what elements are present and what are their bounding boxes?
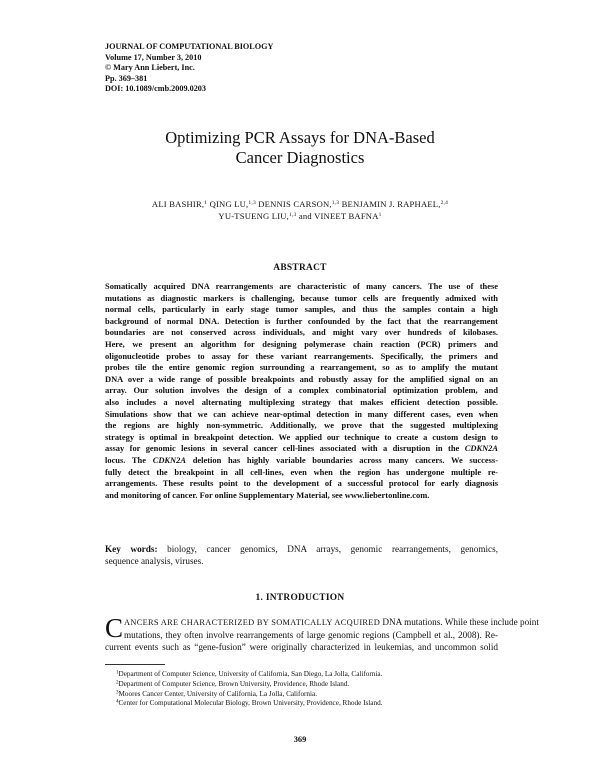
- footnote-divider: [105, 664, 165, 665]
- footnote: [116, 680, 382, 690]
- keywords: [105, 543, 498, 567]
- abstract-line: boundaries are not conserved across individuals, and might vary over hundreds of kilobases.: [105, 327, 498, 338]
- abstract-line: [105, 443, 498, 455]
- introduction-body: [105, 613, 539, 654]
- author-name: BENJAMIN J. RAPHAEL,: [341, 199, 441, 209]
- introduction-line: [105, 616, 539, 629]
- abstract-text: assay for genomic lesions in several cancer cell-lines associated with a disruption in the: [105, 443, 460, 454]
- journal-header: [105, 42, 273, 95]
- abstract-line: background of normal DNA. Detection is further confounded by the fact that the rearrangement: [105, 315, 498, 326]
- author-affiliation: 1,3: [289, 212, 297, 218]
- keywords-text: biology, cancer genomics, DNA arrays, genomic rearrangements, genomics,: [167, 544, 499, 554]
- journal-volume: Volume 17, Number 3, 2010: [105, 52, 202, 62]
- abstract-line: normal cells, particularly in early stage tumor samples, and thus the samples contain a high: [105, 304, 498, 315]
- abstract-heading: ABSTRACT: [273, 263, 327, 273]
- abstract-line: arrangements. These results point to the development of a successful protocol for early diagnosis: [105, 478, 498, 489]
- abstract-line: Simulations show that we can achieve near-optimal detection in many different cases, even when: [105, 408, 498, 419]
- drop-cap: C: [105, 613, 124, 643]
- introduction-text: DNA mutations. While these include point: [382, 617, 539, 627]
- footnote: [116, 670, 382, 680]
- footnote-number: 4: [116, 699, 119, 705]
- keywords-line: [105, 543, 498, 555]
- author-name: YU-TSUENG LIU,: [218, 211, 290, 221]
- footnote-number: 2: [116, 680, 119, 686]
- abstract-line: Somatically acquired DNA rearrangements are characteristic of many cancers. The use of these: [105, 281, 498, 291]
- footnote-text: Center for Computational Molecular Biology, Brown University, Providence, Rhode Island.: [118, 699, 383, 708]
- author-list: [60, 198, 540, 222]
- abstract-line: mutations as diagnostic markers is challenging, because tumor cells are frequently admixed with: [105, 292, 498, 303]
- author-line-2: [60, 210, 540, 222]
- author-affiliation: 2,4: [440, 200, 449, 206]
- abstract-body: [105, 281, 498, 501]
- paper-title: [60, 128, 540, 168]
- journal-name: JOURNAL OF COMPUTATIONAL BIOLOGY: [105, 42, 274, 51]
- abstract-line: fully detect the breakpoint in all cell-lines, even when the region has undergone multiple re-: [105, 466, 498, 477]
- footnote-text: Department of Computer Science, University of California, San Diego, La Jolla, California.: [118, 670, 383, 678]
- journal-copyright: © Mary Ann Liebert, Inc.: [105, 63, 195, 72]
- abstract-line: [105, 455, 498, 467]
- abstract-line: probes tile the entire genomic region surrounding a rearrangement, so as to amplify the mutant: [105, 362, 498, 373]
- author-line-1: [60, 198, 540, 210]
- footnote-text: Department of Computer Science, Brown University, Providence, Rhode Island.: [118, 679, 350, 688]
- author-affiliation: 1,3: [248, 200, 256, 206]
- author-conjunction: and: [298, 211, 312, 221]
- abstract-line: and monitoring of cancer. For online Supplementary Material, see www.liebertonline.com.: [105, 489, 430, 500]
- footnotes: [116, 670, 382, 709]
- footnote: [116, 690, 382, 700]
- paper-title-line-1: Optimizing PCR Assays for DNA-Based: [165, 128, 435, 147]
- section-heading-introduction: 1. INTRODUCTION: [255, 593, 345, 603]
- footnote-text: Moores Cancer Center, University of California, La Jolla, California.: [118, 689, 318, 698]
- abstract-line: DNA over a wide range of possible breakpoints and robustly assay for the amplified signal on an: [105, 373, 498, 384]
- author-name: DENNIS CARSON,: [258, 199, 332, 209]
- author-affiliation: 1,3: [331, 200, 340, 206]
- introduction-line: mutations, they often involve rearrangements of large genomic regions (Campbell et al., 2008). Re-: [124, 630, 498, 641]
- author-affiliation: 1: [204, 200, 208, 206]
- abstract-text: locus. The: [105, 454, 146, 465]
- keywords-label: Key words:: [105, 544, 158, 554]
- introduction-line: current events such as “gene-fusion” were originally characterized in leukemias, and uncommon solid: [105, 642, 498, 653]
- journal-doi: DOI: 10.1089/cmb.2009.0203: [105, 84, 206, 93]
- keywords-line: sequence analysis, viruses.: [105, 556, 204, 566]
- abstract-text: deletion has highly variable boundaries across many cancers. We success-: [192, 454, 499, 465]
- paper-title-line-2: Cancer Diagnostics: [235, 148, 365, 167]
- author-affiliation: 1: [378, 212, 382, 218]
- journal-pages: Pp. 369–381: [105, 73, 148, 83]
- abstract-line: oligonucleotide probes to assay for these variant rearrangements. Specifically, the primers and: [105, 350, 498, 361]
- small-caps-lead: ANCERS ARE CHARACTERIZED BY SOMATICALLY ACQUIRED: [124, 618, 381, 627]
- abstract-line: the regions are highly non-symmetric. Additionally, we prove that the suggested multiplexing: [105, 420, 498, 431]
- gene-name: CDKN2A: [464, 443, 499, 454]
- page-number: 369: [293, 735, 307, 744]
- gene-name: CDKN2A: [152, 454, 186, 465]
- abstract-line: Here, we present an algorithm for designing polymerase chain reaction (PCR) primers and: [105, 338, 498, 349]
- footnote-number: 1: [116, 670, 119, 676]
- author-name: QING LU,: [209, 199, 249, 209]
- author-name: ALI BASHIR,: [151, 199, 205, 209]
- abstract-line: array. Our solution involves the design of a complex combinatorial optimization problem, and: [105, 385, 498, 396]
- footnote: [116, 699, 382, 709]
- abstract-line: strategy is optimal in breakpoint detection. We applied our technique to create a custom design to: [105, 431, 498, 442]
- author-name: VINEET BAFNA: [314, 211, 379, 221]
- footnote-number: 3: [116, 690, 119, 696]
- abstract-line: also includes a novel alternating multiplexing strategy that makes efficient detection possible.: [105, 396, 498, 407]
